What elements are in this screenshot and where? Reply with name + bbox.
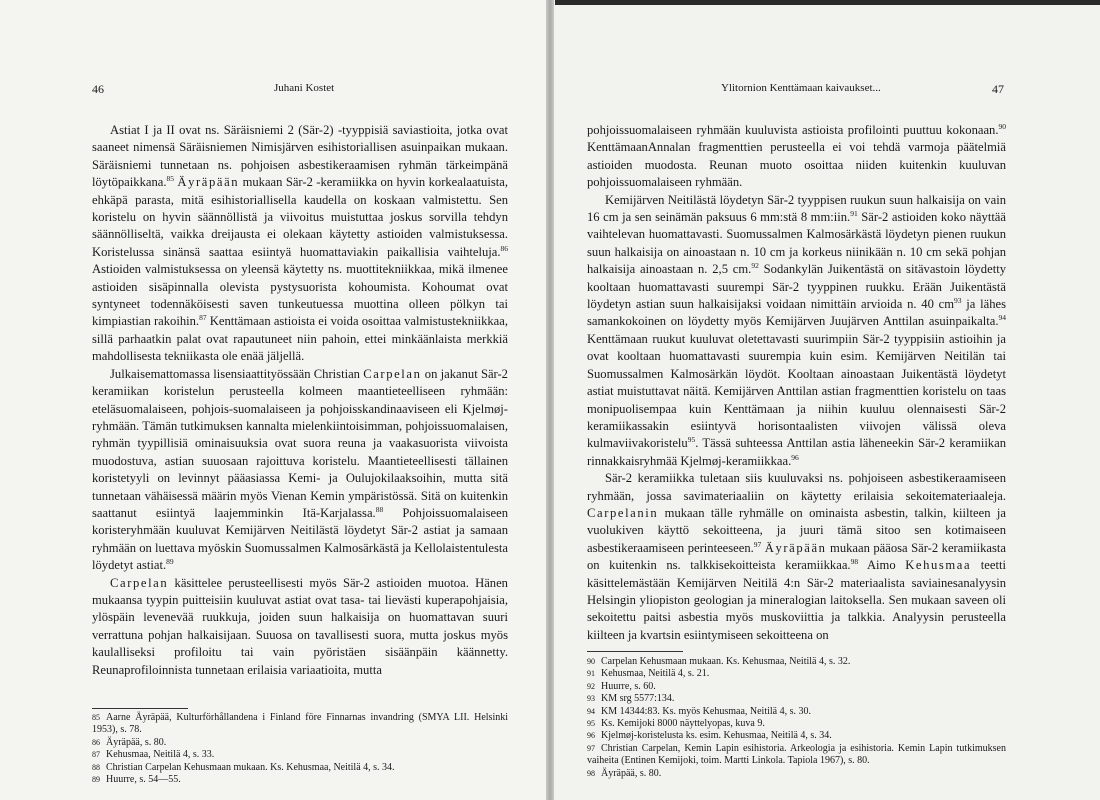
footnote: 91 Kehusmaa, Neitilä 4, s. 21. (587, 668, 710, 680)
running-header: Ylitornion Kenttämaan kaivaukset... (721, 82, 881, 94)
paragraph: Carpelan käsittelee perusteellisesti myös Sär-2 astioiden muotoa. Hänen mukaansa tyypin puitteisiin kuuluvat astiat ovat tasa- tai lievästi kuperapohjaisia, ylöspäin levenevää ruukkuja, joiden suun halkaisija on huomattavan suuri verrattuna pohjan halkaisijaan. Suuosa on tavallisesti suora, mutta joskus myös kaulalliseksi profiloitu tai vain pyöristäen sisäänpäin käännetty. Reunaprofiloinnista tunnetaan erilaisia variaatioita, mutta (92, 575, 508, 677)
footnote: 92 Huurre, s. 60. (587, 680, 656, 692)
footnote: 86 Äyräpää, s. 80. (92, 736, 167, 748)
body-text (92, 122, 508, 679)
footnote-rule (92, 708, 188, 709)
paragraph: Astiat I ja II ovat ns. Säräisniemi 2 (Sär-2) -tyyppisiä saviastioita, jotka ovat saaneet nimensä Säräisniemen Nimisjärven esihistoriallisen asuinpaikan mukaan. Säräisniemi tunnetaan ns. pohjoisen asbestikeraamisen ryhmän tärkeimpänä löytöpaikkana.$^{85}$ Äyräpään mukaan Sär-2 -keramiikka on hyvin korkealaatuista, ehkäpä parasta, mitä esihistoriallisella kaudella on koskaan valmistettu. Sen koristelu on hyvin säännöllistä ja viivoitus muistuttaa joskus sorvilla tehdyn säännölliseltä, vaikka dreijausta ei olekaan käytetty astioiden valmistuksessa. Koristelussa sinänsä saattaa esiintyä huomattaviakin paikallisia vaihteluja.$^{86}$ Astioiden valmistuksessa on yleensä käytetty ns. muottitekniikkaa, mikä ilmenee astioiden sisäpinnalla olevista pystysuorista kohoumista. Kohoumat ovat syntyneet todennäköisesti saven tunkeutuessa muottina olleen pölkyn tai kimpiastian rakoihin.$^{87}$ Kenttämaan astioista ei voida osoittaa valmistustekniikkaa, sillä parhaatkin palat ovat rapautuneet niin pahoin, ettei minkäänlaista merkkiä mahdollisesta tekniikasta ole enää jäljellä. (92, 123, 508, 364)
footnote: 93 KM srg 5577:134. (587, 693, 675, 705)
footnote: 85 Aarne Äyräpää, Kulturförhållandena i Finland före Finnarnas invandring (SMYA LII. Helsinki 1953), s. 78. (92, 712, 508, 736)
footnote: 88 Christian Carpelan Kehusmaan mukaan. Ks. Kehusmaa, Neitilä 4, s. 34. (92, 761, 395, 773)
footnote: 97 Christian Carpelan, Kemin Lapin esihistoria. Arkeologia ja esihistoria. Kemin Lapin tutkimuksen vaiheita (Entinen Kemijoki, toim. Martti Linkola. Tapiola 1967), s. 80. (587, 742, 1006, 767)
footnote: 96 Kjelmøj-koristelusta ks. esim. Kehusmaa, Neitilä 4, s. 34. (587, 730, 832, 742)
paragraph: Sär-2 keramiikka tuletaan siis kuuluvaksi ns. pohjoiseen asbestikeraamiseen ryhmään, jossa savimateriaaliin on käytetty erilaisia sekoitemateriaaleja. Carpelanin mukaan tälle ryhmälle on ominaista asbestin, talkin, kiilteen ja vuolukiven käyttö sekoitteena, ja juuri tämä sitoo sen kotimaiseen asbestikeraamiseen perinteeseen.$^{97}$ Äyräpään mukaan pääosa Sär-2 keramiikasta on kuitenkin ns. talkkisekoitteista keramiikkaa.$^{98}$ Aimo Kehusmaa teetti käsittelemästään Kemijärven Neitilä 4:n Sär-2 materiaalista saviainesanalyysin Helsingin yliopiston geologian ja mineralogian laitoksella. Sen mukaan saveen oli sekoitettu paitsi asbestia myös muskoviittia ja talkkia. Analyysin perusteella kiilteen ja kvartsin esiintymiseen sekoitteena on (587, 471, 1006, 642)
scan-edge-shadow (555, 0, 1100, 5)
footnote: 89 Huurre, s. 54—55. (92, 774, 181, 786)
right-page (550, 0, 1100, 800)
paragraph: pohjoissuomalaiseen ryhmään kuuluvista astioista profilointi puuttuu kokonaan.$^{90}$ KenttämaanAnnalan fragmenttien perusteella ei voi tehdä varmoja päätelmiä astioiden muodosta. Reunan muoto osoittaa niiden kuitenkin kuuluvan pohjoissuomalaiseen ryhmään. (587, 122, 1006, 190)
footnote: 90 Carpelan Kehusmaan mukaan. Ks. Kehusmaa, Neitilä 4, s. 32. (587, 656, 851, 667)
page-number: 47 (992, 82, 1004, 96)
running-header: Juhani Kostet (274, 82, 335, 94)
paragraph: Kemijärven Neitilästä löydetyn Sär-2 tyyppisen ruukun suun halkaisija on vain 16 cm ja sen seinämän paksuus 6 mm:stä 8 mm:iin.$^{91}$ Sär-2 astioiden koko näyttää vaihtelevan huomattavasti. Suomussalmen Kalmosärkästä löydetyn pienen ruukun suun halkaisija on ainoastaan n. 10 cm ja korkeus niinikään n. 10 cm sekä pohjan halkaisija ainoastaan n. 2,5 cm.$^{92}$ Sodankylän Juikentästä on sitävastoin löydetty kooltaan huomattavasti suurempi Sär-2 tyyppinen ruukku. Erään Juikentästä löydetyn astian suun halkaisijaksi voidaan nimittäin arvioida n. 40 $cm^{93}$ ja lähes samankokoinen on löydetty myös Kemijärven Juujärven Anttilan asuinpaikalta.$^{94}$ Kenttämaan ruukut kuuluvat oletettavasti suurimpiin Sär-2 tyyppisiin astioihin ja ovat kooltaan huomattavasti suurempia kuin esim. Kemijärven Neitilän tai Suomussalmen Kalmosärkän löydöt. Kooltaan ainoastaan Juikentästä löydetyt astiat muistuttavat näitä. Kemijärven Anttilan astian fragmenttien koristelu on taas monipuolisempaa kuin Kenttämaan ja niihin kuuluu olennaisesti Sär-2 keramiikassakin esiintyvä horisontaalisten viivojen välissä oleva kulmaviivakoristelu$^{95}$. Tässä suhteessa Anttilan astia läheneekin Sär-2 keramiikan rinnakkaisryhmää Kjelmøj-keramiikkaa.$^{96}$ (587, 192, 1006, 468)
footnote: 95 Ks. Kemijoki 8000 näyttelyopas, kuva 9. (587, 718, 765, 730)
footnotes (92, 712, 508, 786)
paragraph: Julkaisemattomassa lisensiaattityössään Christian Carpelan on jakanut Sär-2 keramiikan koristelun perusteella kolmeen maantieteelliseen ryhmään: eteläsuomalaiseen, pohjois-suomalaiseen ja pohjoisskandinaaviseen eli Kjelmøj-ryhmään. Tämän tutkimuksen kannalta mielenkiintoisimman, pohjoissuomalaisen, ryhmän tyypillisiä ominaisuuksia ovat suora reuna ja vaakasuorista viivoista muodostuva, astian suuosaan rajoittuva koristelu. Maantieteellisesti tällainen koristetyyli on levinnyt pääasiassa Kemi- ja Oulujokilaaksoihin, mutta sitä tunnetaan vähäisessä määrin myös Vienan Kemin ympäristössä. Sitä on kuitenkin saattanut esiintyä laajemminkin Itä-Karjalassa.$^{88}$ Pohjoissuomalaiseen koristeryhmään kuuluvat Kemijärven Neitilästä löydetyt Sär-2 astiat ja samaan ryhmään on luettava myöskin Suomussalmen Kalmosärkästä ja Kellolaistentulesta löydetyt astiat.$^{89}$ (92, 366, 508, 573)
footnote: 94 KM 14344:83. Ks. myös Kehusmaa, Neitilä 4, s. 30. (587, 705, 811, 717)
footnote: 98 Äyräpää, s. 80. (587, 767, 662, 779)
footnote: 87 Kehusmaa, Neitilä 4, s. 33. (92, 749, 215, 761)
footnotes (587, 656, 1006, 780)
body-text (587, 122, 1006, 644)
footnote-rule (587, 651, 683, 652)
book-gutter (546, 0, 554, 800)
page-number: 46 (92, 82, 104, 96)
